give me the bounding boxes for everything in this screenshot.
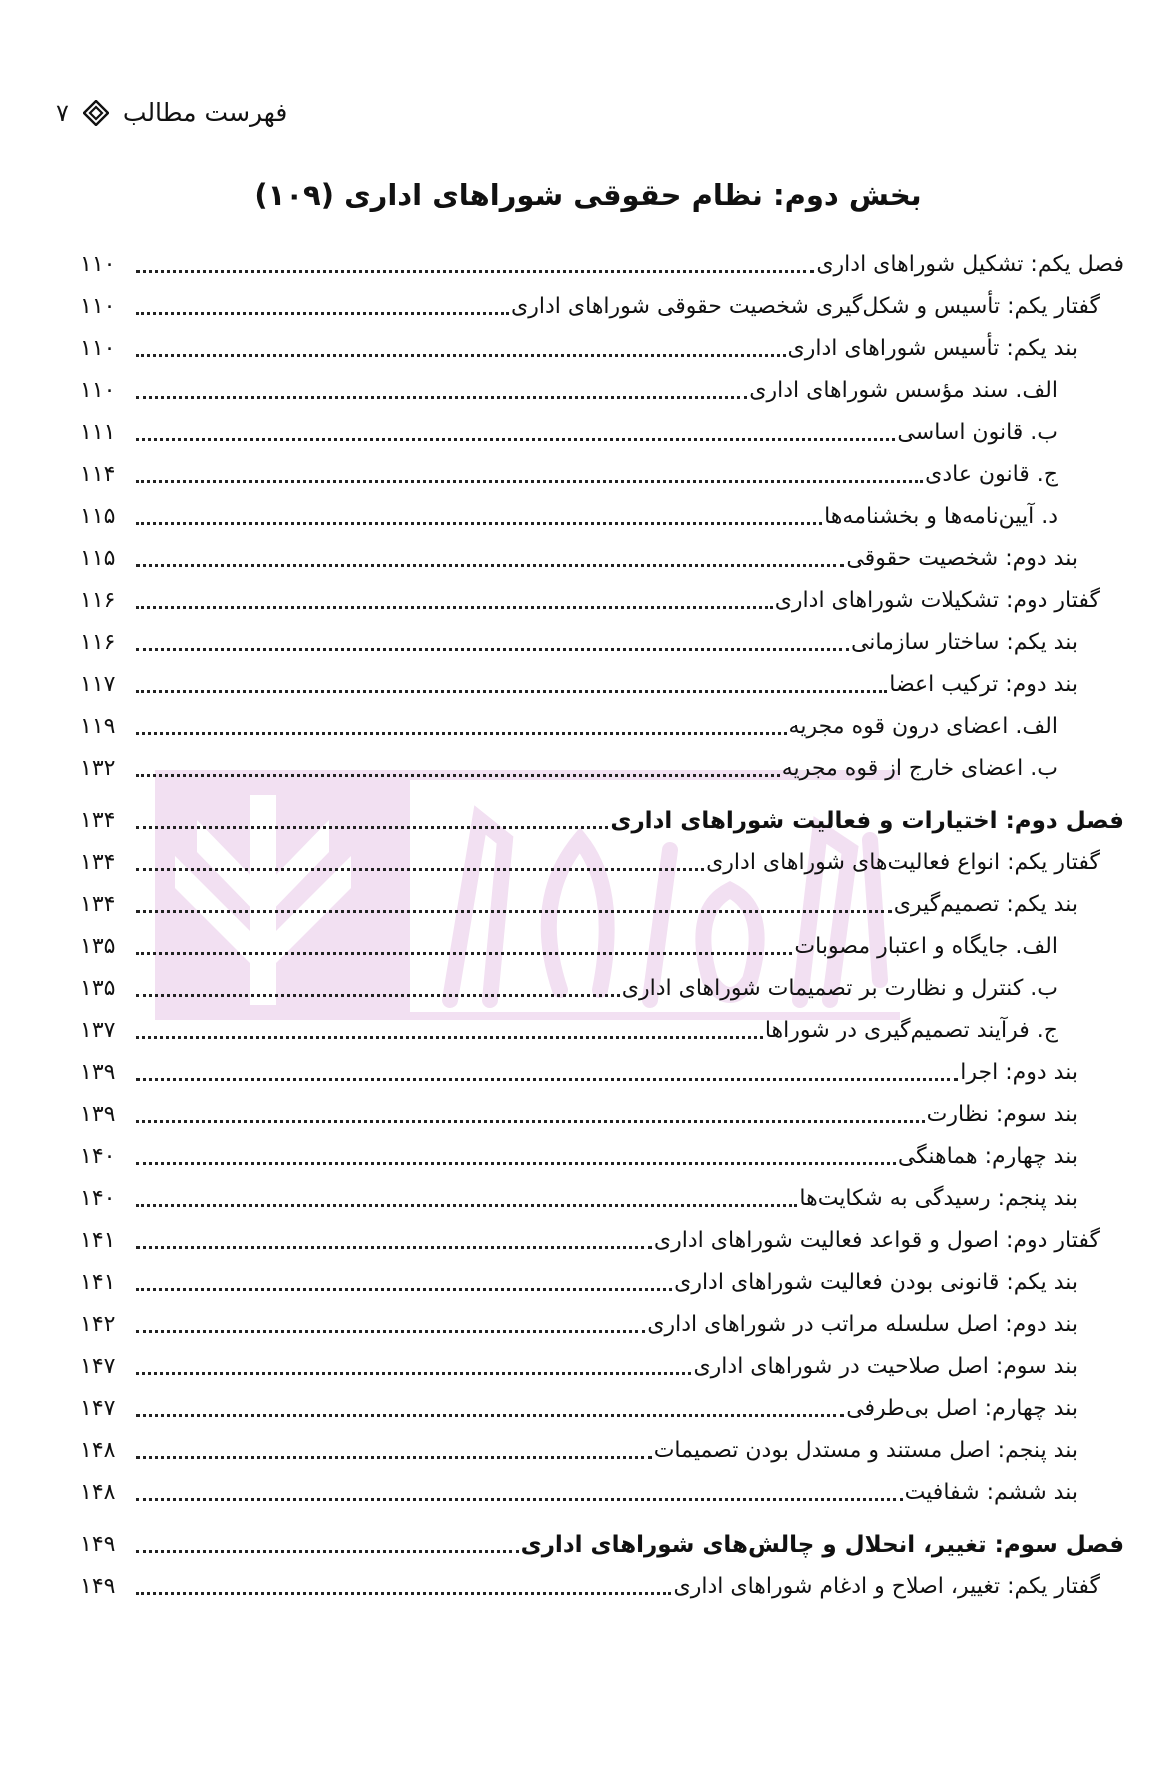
dot-leader: [136, 1330, 645, 1333]
toc-entry-title: بند یکم: تصمیم‌گیری: [893, 892, 1078, 917]
toc-entry-page: ۱۳۵: [80, 934, 116, 959]
toc-entry[interactable]: [80, 1468, 1078, 1508]
toc-entry[interactable]: [80, 576, 1100, 616]
toc-entry[interactable]: [80, 1384, 1078, 1424]
toc-entry-title: ب. کنترل و نظارت بر تصمیمات شوراهای اداری: [621, 976, 1058, 1001]
toc-entry-title: الف. جایگاه و اعتبار مصوبات: [794, 934, 1058, 959]
running-header: [56, 98, 287, 127]
toc-entry-title: بند ششم: شفافیت: [904, 1480, 1078, 1505]
dot-leader: [136, 1204, 797, 1207]
dot-leader: [136, 690, 887, 693]
toc-entry-title: بند دوم: شخصیت حقوقی: [846, 546, 1078, 571]
toc-entry-title: بند یکم: قانونی بودن فعالیت شوراهای اداری: [674, 1270, 1078, 1295]
toc-entry-page: ۱۴۷: [80, 1354, 116, 1379]
dot-leader: [136, 1414, 844, 1417]
toc-entry[interactable]: [80, 1342, 1078, 1382]
toc-entry[interactable]: [80, 838, 1100, 878]
dot-leader: [136, 1246, 652, 1249]
page-number: ۷: [56, 98, 69, 127]
toc-entry-title: فصل دوم: اختیارات و فعالیت شوراهای اداری: [610, 808, 1124, 834]
toc-entry-title: الف. اعضای درون قوه مجریه: [788, 714, 1058, 739]
dot-leader: [136, 774, 780, 777]
dot-leader: [136, 910, 892, 913]
diamond-ornament-icon: [83, 100, 109, 126]
toc-entry-title: بند یکم: تأسیس شوراهای اداری: [787, 336, 1078, 361]
toc-entry[interactable]: [80, 1426, 1078, 1466]
toc-entry[interactable]: [80, 1048, 1078, 1088]
toc-entry-title: بند پنجم: رسیدگی به شکایت‌ها: [799, 1186, 1078, 1211]
toc-entry[interactable]: [80, 1520, 1124, 1560]
toc-entry[interactable]: [80, 450, 1058, 490]
toc-entry-page: ۱۱۰: [80, 378, 116, 403]
toc-entry-title: گفتار دوم: اصول و قواعد فعالیت شوراهای اداری: [653, 1228, 1100, 1253]
toc-entry-page: ۱۳۷: [80, 1018, 116, 1043]
toc-entry[interactable]: [80, 366, 1058, 406]
dot-leader: [136, 480, 923, 483]
toc-entry[interactable]: [80, 964, 1058, 1004]
toc-entry-title: فصل یکم: تشکیل شوراهای اداری: [816, 252, 1124, 277]
dot-leader: [136, 1120, 925, 1123]
dot-leader: [136, 606, 773, 609]
toc-entry-page: ۱۳۲: [80, 756, 116, 781]
toc-entry[interactable]: [80, 1300, 1078, 1340]
toc-entry-page: ۱۴۸: [80, 1438, 116, 1463]
toc-entry-page: ۱۳۹: [80, 1060, 116, 1085]
toc-entry-title: بند دوم: ترکیب اعضا: [889, 672, 1078, 697]
toc-entry-title: بند چهارم: اصل بی‌طرفی: [846, 1396, 1078, 1421]
toc-entry-page: ۱۴۸: [80, 1480, 116, 1505]
toc-entry[interactable]: [80, 744, 1058, 784]
toc-entry-title: گفتار دوم: تشکیلات شوراهای اداری: [774, 588, 1100, 613]
toc-entry-page: ۱۴۹: [80, 1574, 116, 1599]
dot-leader: [136, 648, 849, 651]
running-title: فهرست مطالب: [122, 98, 288, 127]
toc-entry[interactable]: [80, 324, 1078, 364]
toc-entry[interactable]: [80, 1216, 1100, 1256]
dot-leader: [136, 1162, 896, 1165]
dot-leader: [136, 396, 747, 399]
toc-entry-page: ۱۴۹: [80, 1532, 116, 1557]
toc-entry-page: ۱۱۱: [80, 420, 116, 445]
dot-leader: [136, 312, 509, 315]
dot-leader: [136, 564, 844, 567]
toc-entry-title: ب. اعضای خارج از قوه مجریه: [781, 756, 1058, 781]
toc-entry-title: ج. قانون عادی: [925, 462, 1058, 487]
dot-leader: [136, 1078, 958, 1081]
toc-entry-page: ۱۱۶: [80, 630, 116, 655]
toc-entry-page: ۱۳۴: [80, 808, 116, 833]
toc-entry[interactable]: [80, 796, 1124, 836]
dot-leader: [136, 826, 608, 829]
dot-leader: [136, 1036, 763, 1039]
dot-leader: [136, 1456, 652, 1459]
toc-entry[interactable]: [80, 618, 1078, 658]
toc-entry[interactable]: [80, 408, 1058, 448]
dot-leader: [136, 438, 895, 441]
toc-entry-page: ۱۳۹: [80, 1102, 116, 1127]
toc-entry-title: بند دوم: اجرا: [960, 1060, 1078, 1085]
toc-entry-page: ۱۴۷: [80, 1396, 116, 1421]
toc-entry-title: گفتار یکم: تأسیس و شکل‌گیری شخصیت حقوقی شوراهای اداری: [511, 294, 1100, 319]
toc-entry-page: ۱۴۲: [80, 1312, 116, 1337]
toc-entry-title: بند سوم: اصل صلاحیت در شوراهای اداری: [693, 1354, 1078, 1379]
toc-entry[interactable]: [80, 492, 1058, 532]
dot-leader: [136, 1288, 672, 1291]
toc-entry-page: ۱۴۱: [80, 1228, 116, 1253]
dot-leader: [136, 1372, 691, 1375]
toc-entry-page: ۱۳۵: [80, 976, 116, 1001]
dot-leader: [136, 732, 787, 735]
dot-leader: [136, 952, 792, 955]
toc-entry[interactable]: [80, 1174, 1078, 1214]
toc-entry-page: ۱۱۶: [80, 588, 116, 613]
toc-entry-title: فصل سوم: تغییر، انحلال و چالش‌های شوراهای اداری: [520, 1532, 1124, 1558]
toc-entry-title: د. آیین‌نامه‌ها و بخشنامه‌ها: [824, 504, 1058, 529]
toc-entry-title: گفتار یکم: تغییر، اصلاح و ادغام شوراهای اداری: [673, 1574, 1100, 1599]
toc-entry-title: ج. فرآیند تصمیم‌گیری در شوراها: [764, 1018, 1058, 1043]
toc-entry[interactable]: [80, 1258, 1078, 1298]
dot-leader: [136, 1498, 903, 1501]
toc-entry-page: ۱۴۱: [80, 1270, 116, 1295]
toc-entry[interactable]: [80, 1132, 1078, 1172]
toc-entry[interactable]: [80, 1090, 1078, 1130]
toc-entry[interactable]: [80, 660, 1078, 700]
toc-entry-title: ب. قانون اساسی: [897, 420, 1058, 445]
dot-leader: [136, 354, 786, 357]
toc-entry-page: ۱۱۰: [80, 336, 116, 361]
toc-entry-page: ۱۳۴: [80, 850, 116, 875]
dot-leader: [136, 1550, 519, 1553]
toc-entry-page: ۱۱۵: [80, 546, 116, 571]
toc-entry-title: بند سوم: نظارت: [926, 1102, 1078, 1127]
dot-leader: [136, 522, 822, 525]
toc-entry-page: ۱۳۴: [80, 892, 116, 917]
toc-entry-page: ۱۱۰: [80, 294, 116, 319]
toc-entry[interactable]: [80, 922, 1058, 962]
toc-entry[interactable]: [80, 702, 1058, 742]
toc-entry-page: ۱۴۰: [80, 1144, 116, 1169]
dot-leader: [136, 1592, 671, 1595]
toc-entry[interactable]: [80, 240, 1124, 280]
toc-entry-title: بند یکم: ساختار سازمانی: [850, 630, 1078, 655]
toc-entry[interactable]: [80, 1562, 1100, 1602]
toc-entry-page: ۱۱۵: [80, 504, 116, 529]
part-title: بخش دوم: نظام حقوقی شوراهای اداری (۱۰۹): [254, 178, 922, 212]
toc-entry-page: ۱۱۴: [80, 462, 116, 487]
toc-entry-page: ۱۴۰: [80, 1186, 116, 1211]
toc-entry-page: ۱۱۰: [80, 252, 116, 277]
toc-entry[interactable]: [80, 282, 1100, 322]
dot-leader: [136, 994, 620, 997]
toc-entry-title: بند دوم: اصل سلسله مراتب در شوراهای اداری: [647, 1312, 1078, 1337]
toc-entry-title: گفتار یکم: انواع فعالیت‌های شوراهای اداری: [706, 850, 1100, 875]
toc-entry-page: ۱۱۹: [80, 714, 116, 739]
toc-entry-title: بند چهارم: هماهنگی: [897, 1144, 1078, 1169]
toc-entry[interactable]: [80, 1006, 1058, 1046]
toc-entry-title: بند پنجم: اصل مستند و مستدل بودن تصمیمات: [653, 1438, 1078, 1463]
toc-entry-title: الف. سند مؤسس شوراهای اداری: [749, 378, 1058, 403]
dot-leader: [136, 868, 704, 871]
dot-leader: [136, 270, 814, 273]
toc-entry[interactable]: [80, 880, 1078, 920]
toc-entry-page: ۱۱۷: [80, 672, 116, 697]
toc-entry[interactable]: [80, 534, 1078, 574]
